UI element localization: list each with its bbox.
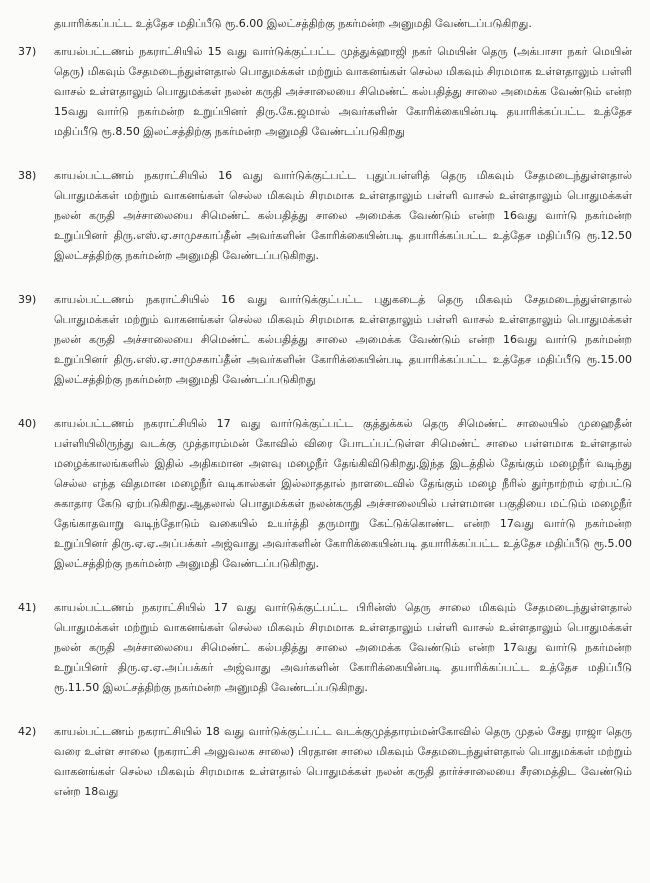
paragraph-number: 40) <box>18 417 37 430</box>
paragraph-38 <box>18 166 632 266</box>
paragraph-text: காயல்பட்டணம் நகராட்சியில் 18 வது வார்டுக்குட்பட்ட வடக்குமுத்தாரம்மன்கோவில் தெரு முதல் சேது ராஜா தெரு வரை உள்ள சாலை (நகராட்சி அலுவலக சாலை) பிரதான சாலை மிகவும் சேதமடைந்துள்ளதால் பொதுமக்கள் மற்றும் வாகனங்கள் செல்ல மிகவும் சிரமமாக உள்ளதால் பொதுமக்கள் நலன் கருதி தார்ச்சாலையை சீரமைத்திட வேண்டும் என்ற 18வது <box>54 725 632 798</box>
paragraph-42 <box>18 722 632 802</box>
paragraph-text: காயல்பட்டணம் நகராட்சியில் 17 வது வார்டுக்குட்பட்ட பிரின்ஸ் தெரு சாலை மிகவும் சேதமடைந்துள்ளதால் பொதுமக்கள் மற்றும் வாகனங்கள் செல்ல மிகவும் சிரமமாக உள்ளதாலும் பள்ளி வாசல் உள்ளதாலும் பொதுமக்கள் நலன் கருதி அச்சாலையை சிமெண்ட் கல்பதித்து சாலை அமைக்க வேண்டும் என்ற 17வது வார்டு நகர்மன்ற உறுப்பினர் திரு.ஏ.ஏ.அப்பக்கர் அஜ்வாது அவர்களின் கோரிக்கையின்படி தயாரிக்கப்பட்ட உத்தேச மதிப்பீடு ரூ.11.50 இலட்சத்திற்கு நகர்மன்ற அனுமதி வேண்டப்படுகிறது. <box>54 601 632 694</box>
paragraph-number: 39) <box>18 293 37 306</box>
paragraph-number: 42) <box>18 725 37 738</box>
paragraph-37 <box>18 42 632 142</box>
paragraph-number: 41) <box>18 601 37 614</box>
paragraph-text: காயல்பட்டணம் நகராட்சியில் 16 வது வார்டுக்குட்பட்ட புதுப்பள்ளித் தெரு மிகவும் சேதமடைந்துள்ளதால் பொதுமக்கள் மற்றும் வாகனங்கள் செல்ல மிகவும் சிரமமாக உள்ளதாலும் பள்ளி வாசல் உள்ளதாலும் பொதுமக்கள் நலன் கருதி அச்சாலையை சிமெண்ட் கல்பதித்து சாலை அமைக்க வேண்டும் என்ற 16வது வார்டு நகர்மன்ற உறுப்பினர் திரு.எஸ்.ஏ.சாமுசகாப்தீன் அவர்களின் கோரிக்கையின்படி தயாரிக்கப்பட்ட உத்தேச மதிப்பீடு ரூ.12.50 இலட்சத்திற்கு நகர்மன்ற அனுமதி வேண்டப்படுகிறது. <box>54 169 632 262</box>
paragraph-text: காயல்பட்டணம் நகராட்சியில் 17 வது வார்டுக்குட்பட்ட குத்துக்கல் தெரு சிமெண்ட் சாலையில் முஹைதீன் பள்ளியிலிருந்து வடக்கு முத்தாரம்மன் கோவில் விரை போடப்பட்டுள்ள சிமெண்ட் சாலை பள்ளமாக உள்ளதால் மழைக்காலங்களில் இதில் அதிகமான அளவு மழைநீர் தேங்கிவிடுகிறது.இந்த இடத்தில் தேங்கும் மழைநீர் வடிந்து செல்ல எந்த விதமான மழைநீர் வடிகால்கள் இல்லாததால் நாளடைவில் தேங்கும் மழை நீரில் துர்நாற்றம் ஏற்பட்டு சுகாதார கேடு ஏற்படுகிறது.ஆதலால் பொதுமக்கள் நலன்கருதி அச்சாலையில் பள்ளமான பகுதியை மட்டும் மழைநீர் தேங்காதவாறு வடிந்தோடும் வகையில் உயர்த்தி தருமாறு கேட்டுக்கொண்ட என்ற 17வது வார்டு நகர்மன்ற உறுப்பினர் திரு.ஏ.ஏ.அப்பக்கர் அஜ்வாது அவர்களின் கோரிக்கையின்படி தயாரிக்கப்பட்ட உத்தேச மதிப்பீடு ரூ.5.00 இலட்சத்திற்கு நகர்மன்ற அனுமதி வேண்டப்படுகிறது. <box>54 417 632 570</box>
paragraph-text: காயல்பட்டணம் நகராட்சியில் 15 வது வார்டுக்குட்பட்ட முத்துக்ஹாஜி நகர் மெயின் தெரு (அக்பாசா நகர் மெயின் தெரு) மிகவும் சேதமடைந்துள்ளதால் பொதுமக்கள் மற்றும் வாகனங்கள் செல்ல மிகவும் சிரமமாக உள்ளதாலும் பள்ளி வாசல் உள்ளதாலும் பொதுமக்கள் நலன் கருதி அச்சாலையை சிமெண்ட் கல்பதித்து சாலை அமைக்க வேண்டும் என்ற 15வது வார்டு நகர்மன்ற உறுப்பினர் திரு.கே.ஜமால் அவர்களின் கோரிக்கையின்படி தயாரிக்கப்பட்ட உத்தேச மதிப்பீடு ரூ.8.50 இலட்சத்திற்கு நகர்மன்ற அனுமதி வேண்டப்படுகிறது <box>54 45 632 138</box>
paragraph-41 <box>18 598 632 698</box>
intro-text: தயாரிக்கப்பட்ட உத்தேச மதிப்பீடு ரூ.6.00 இலட்சத்திற்கு நகர்மன்ற அனுமதி வேண்டப்படுகிறது. <box>54 17 532 30</box>
paragraph-text: காயல்பட்டணம் நகராட்சியில் 16 வது வார்டுக்குட்பட்ட புதுகடைத் தெரு மிகவும் சேதமடைந்துள்ளதால் பொதுமக்கள் மற்றும் வாகனங்கள் செல்ல மிகவும் சிரமமாக உள்ளதாலும் பள்ளி வாசல் உள்ளதாலும் பொதுமக்கள் நலன் கருதி அச்சாலையை சிமெண்ட் கல்பதித்து சாலை அமைக்க வேண்டும் என்ற 16வது வார்டு நகர்மன்ற உறுப்பினர் திரு.எஸ்.ஏ.சாமுசகாப்தீன் அவர்களின் கோரிக்கையின்படி தயாரிக்கப்பட்ட உத்தேச மதிப்பீடு ரூ.15.00 இலட்சத்திற்கு நகர்மன்ற அனுமதி வேண்டப்படுகிறது <box>54 293 632 386</box>
paragraph-number: 37) <box>18 45 37 58</box>
paragraph-number: 38) <box>18 169 37 182</box>
paragraph-40 <box>18 414 632 574</box>
paragraph-39 <box>18 290 632 390</box>
